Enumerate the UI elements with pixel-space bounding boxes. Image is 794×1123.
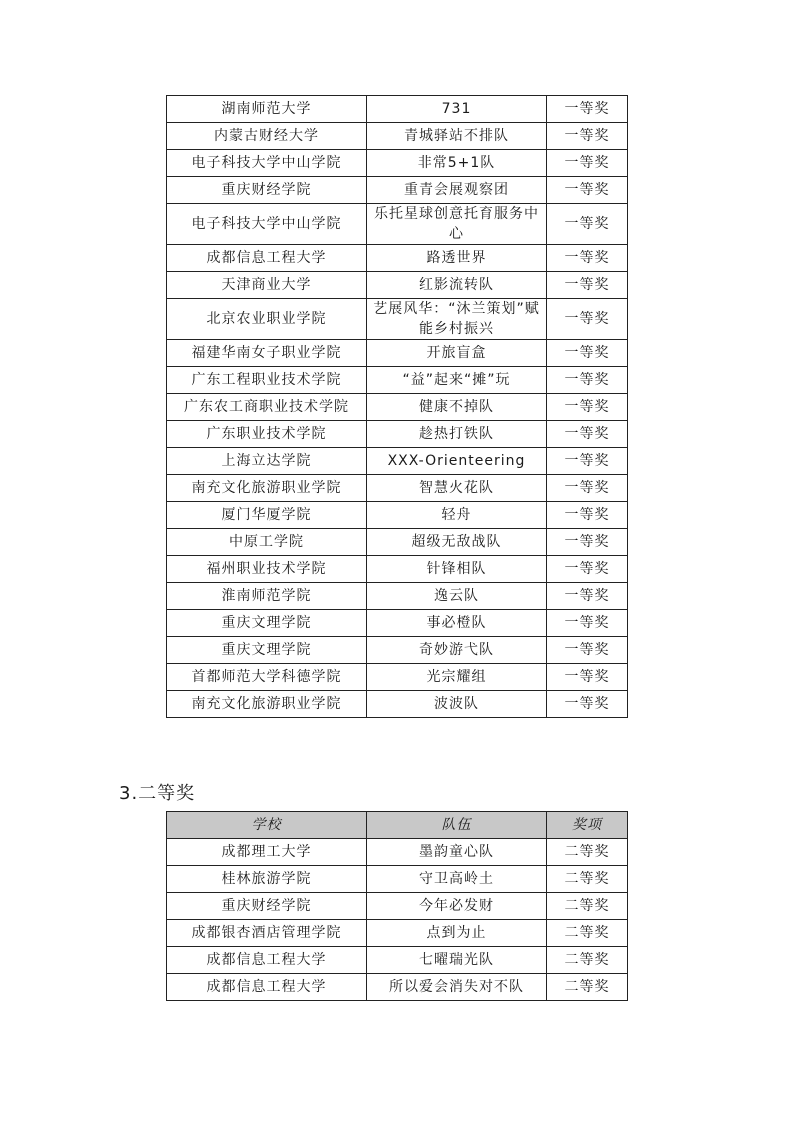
- table-row: [167, 691, 628, 718]
- cell-team: 光宗耀组: [367, 664, 547, 691]
- cell-award: 二等奖: [547, 839, 628, 866]
- cell-team: 重青会展观察团: [367, 177, 547, 204]
- cell-team: 所以爱会消失对不队: [367, 974, 547, 1001]
- cell-team: 超级无敌战队: [367, 529, 547, 556]
- table-row: [167, 475, 628, 502]
- cell-team: 731: [367, 96, 547, 123]
- table-row: [167, 272, 628, 299]
- table-row: [167, 839, 628, 866]
- column-header-school: 学校: [167, 812, 367, 839]
- cell-team: 青城驿站不排队: [367, 123, 547, 150]
- cell-school: 天津商业大学: [167, 272, 367, 299]
- cell-team: 针锋相队: [367, 556, 547, 583]
- cell-team: 点到为止: [367, 920, 547, 947]
- table-row: [167, 123, 628, 150]
- table-row: [167, 893, 628, 920]
- table-row: [167, 947, 628, 974]
- table-row: [167, 96, 628, 123]
- cell-award: 一等奖: [547, 448, 628, 475]
- table-row: [167, 502, 628, 529]
- cell-school: 首都师范大学科德学院: [167, 664, 367, 691]
- cell-team: “益”起来“摊”玩: [367, 367, 547, 394]
- cell-award: 一等奖: [547, 556, 628, 583]
- cell-school: 电子科技大学中山学院: [167, 204, 367, 245]
- cell-team: 趁热打铁队: [367, 421, 547, 448]
- table-row: [167, 556, 628, 583]
- cell-school: 福建华南女子职业学院: [167, 340, 367, 367]
- column-header-award: 奖项: [547, 812, 628, 839]
- cell-school: 广东农工商职业技术学院: [167, 394, 367, 421]
- second-prize-heading: 3.二等奖: [119, 783, 196, 804]
- table-row: [167, 204, 628, 245]
- cell-team: 路透世界: [367, 245, 547, 272]
- cell-team: 开旅盲盒: [367, 340, 547, 367]
- cell-school: 福州职业技术学院: [167, 556, 367, 583]
- table-row: [167, 448, 628, 475]
- cell-award: 一等奖: [547, 637, 628, 664]
- cell-award: 一等奖: [547, 691, 628, 718]
- cell-award: 一等奖: [547, 245, 628, 272]
- cell-school: 电子科技大学中山学院: [167, 150, 367, 177]
- table-row: [167, 664, 628, 691]
- table-row: [167, 866, 628, 893]
- cell-team: 乐托星球创意托育服务中心: [367, 204, 547, 245]
- table-row: [167, 150, 628, 177]
- cell-team: 逸云队: [367, 583, 547, 610]
- table-row: [167, 421, 628, 448]
- cell-team: 今年必发财: [367, 893, 547, 920]
- cell-award: 一等奖: [547, 299, 628, 340]
- cell-award: 一等奖: [547, 664, 628, 691]
- cell-award: 一等奖: [547, 123, 628, 150]
- cell-school: 南充文化旅游职业学院: [167, 475, 367, 502]
- table-row: [167, 610, 628, 637]
- cell-school: 重庆财经学院: [167, 177, 367, 204]
- second-prize-table-body: [167, 839, 628, 1001]
- table-row: [167, 529, 628, 556]
- first-prize-table-body: [167, 96, 628, 718]
- cell-award: 一等奖: [547, 367, 628, 394]
- cell-school: 成都信息工程大学: [167, 947, 367, 974]
- cell-award: 一等奖: [547, 394, 628, 421]
- cell-award: 一等奖: [547, 610, 628, 637]
- cell-award: 一等奖: [547, 177, 628, 204]
- cell-award: 二等奖: [547, 920, 628, 947]
- table-row: [167, 367, 628, 394]
- cell-team: 红影流转队: [367, 272, 547, 299]
- table-row: [167, 920, 628, 947]
- cell-award: 一等奖: [547, 96, 628, 123]
- cell-award: 一等奖: [547, 421, 628, 448]
- cell-team: XXX-Orienteering: [367, 448, 547, 475]
- cell-school: 成都银杏酒店管理学院: [167, 920, 367, 947]
- cell-school: 厦门华厦学院: [167, 502, 367, 529]
- cell-team: 艺展风华：“沐兰策划”赋能乡村振兴: [367, 299, 547, 340]
- cell-team: 智慧火花队: [367, 475, 547, 502]
- cell-school: 内蒙古财经大学: [167, 123, 367, 150]
- cell-school: 重庆财经学院: [167, 893, 367, 920]
- cell-team: 轻舟: [367, 502, 547, 529]
- table-row: [167, 245, 628, 272]
- cell-school: 湖南师范大学: [167, 96, 367, 123]
- cell-award: 一等奖: [547, 583, 628, 610]
- cell-award: 一等奖: [547, 529, 628, 556]
- cell-school: 中原工学院: [167, 529, 367, 556]
- cell-award: 二等奖: [547, 893, 628, 920]
- cell-team: 波波队: [367, 691, 547, 718]
- cell-team: 墨韵童心队: [367, 839, 547, 866]
- cell-team: 奇妙游弋队: [367, 637, 547, 664]
- cell-team: 健康不掉队: [367, 394, 547, 421]
- cell-school: 成都信息工程大学: [167, 974, 367, 1001]
- cell-school: 成都信息工程大学: [167, 245, 367, 272]
- cell-school: 广东职业技术学院: [167, 421, 367, 448]
- table-row: [167, 299, 628, 340]
- table-row: [167, 394, 628, 421]
- table-row: [167, 177, 628, 204]
- cell-team: 非常5+1队: [367, 150, 547, 177]
- table-row: [167, 637, 628, 664]
- table-header-row: [167, 812, 628, 839]
- cell-team: 守卫高岭土: [367, 866, 547, 893]
- cell-school: 成都理工大学: [167, 839, 367, 866]
- cell-school: 重庆文理学院: [167, 637, 367, 664]
- table-row: [167, 340, 628, 367]
- cell-award: 一等奖: [547, 502, 628, 529]
- cell-award: 一等奖: [547, 272, 628, 299]
- cell-team: 事必橙队: [367, 610, 547, 637]
- column-header-team: 队伍: [367, 812, 547, 839]
- cell-award: 二等奖: [547, 974, 628, 1001]
- second-prize-table: [166, 811, 628, 1001]
- table-row: [167, 974, 628, 1001]
- cell-school: 上海立达学院: [167, 448, 367, 475]
- table-row: [167, 583, 628, 610]
- cell-school: 重庆文理学院: [167, 610, 367, 637]
- cell-school: 桂林旅游学院: [167, 866, 367, 893]
- cell-award: 一等奖: [547, 340, 628, 367]
- cell-award: 二等奖: [547, 866, 628, 893]
- cell-award: 二等奖: [547, 947, 628, 974]
- cell-award: 一等奖: [547, 150, 628, 177]
- cell-award: 一等奖: [547, 475, 628, 502]
- first-prize-table: [166, 95, 628, 718]
- cell-school: 南充文化旅游职业学院: [167, 691, 367, 718]
- cell-school: 淮南师范学院: [167, 583, 367, 610]
- cell-school: 广东工程职业技术学院: [167, 367, 367, 394]
- cell-school: 北京农业职业学院: [167, 299, 367, 340]
- cell-team: 七曜瑞光队: [367, 947, 547, 974]
- cell-award: 一等奖: [547, 204, 628, 245]
